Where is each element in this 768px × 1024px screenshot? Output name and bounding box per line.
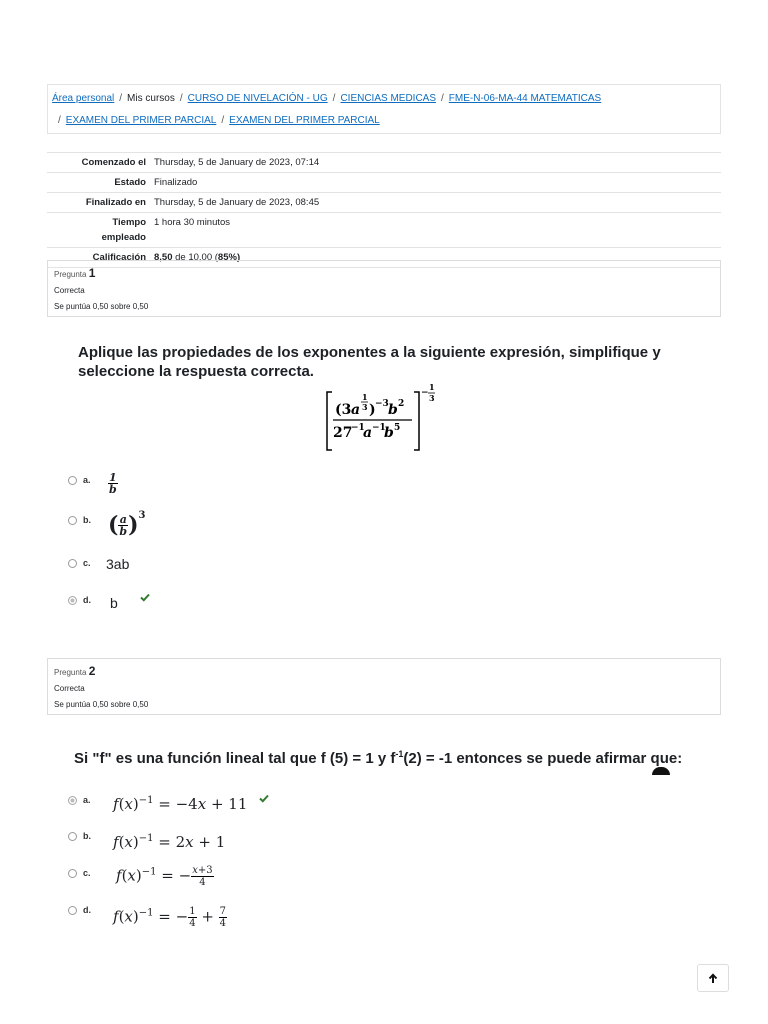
- svg-text:a: a: [351, 402, 361, 418]
- svg-text:1: 1: [362, 392, 368, 402]
- summary-value: Thursday, 5 de January de 2023, 08:45: [150, 193, 721, 213]
- summary-label: Calificación: [47, 248, 150, 268]
- question-status: Correcta: [54, 286, 85, 295]
- option-radio-c[interactable]: [68, 559, 77, 568]
- question-info-1: [47, 260, 721, 317]
- question-text-sup: -1: [395, 749, 404, 759]
- svg-text:(3: (3: [335, 402, 352, 418]
- option-answer-d[interactable]: b: [110, 595, 118, 611]
- question-text-1: Aplique las propiedades de los exponentes a la siguiente expresión, simplifique y seleccione la respuesta correcta.: [78, 344, 661, 380]
- breadcrumb-link-matematicas[interactable]: FME-N-06-MA-44 MATEMATICAS: [448, 93, 602, 104]
- svg-text:a: a: [363, 425, 373, 441]
- summary-row-finished: [47, 193, 721, 213]
- svg-text:−1: −1: [351, 423, 365, 433]
- option-letter: a.: [83, 795, 91, 805]
- summary-label: Comenzado el: [47, 153, 150, 173]
- summary-row-started: [47, 153, 721, 173]
- question-number: [54, 663, 714, 681]
- svg-text:−: −: [421, 388, 429, 398]
- svg-text:27: 27: [333, 425, 353, 441]
- check-icon: [259, 794, 269, 803]
- option-letter: b.: [83, 831, 91, 841]
- option-answer-d[interactable]: $f(x)^{-1}$ = − $\frac{1}{4}$ + $\frac{7}{4}$: [113, 906, 227, 929]
- option-letter: c.: [83, 868, 91, 878]
- breadcrumb-separator: /: [441, 93, 444, 104]
- breadcrumb-separator: /: [332, 93, 336, 104]
- question-number-value: 2: [88, 664, 96, 678]
- breadcrumb-separator: /: [221, 115, 225, 126]
- breadcrumb-separator: /: [179, 93, 183, 104]
- question-label: Pregunta: [54, 668, 87, 677]
- svg-text:): ): [369, 402, 376, 418]
- check-icon: [140, 593, 150, 602]
- grade-score: 8,50: [154, 252, 173, 263]
- question-points: Se puntúa 0,50 sobre 0,50: [54, 700, 149, 709]
- option-letter: c.: [83, 558, 91, 568]
- question-number: [54, 265, 714, 283]
- breadcrumb-link-area-personal[interactable]: Área personal: [52, 93, 115, 104]
- question-number-value: 1: [88, 266, 96, 280]
- svg-text:2: 2: [398, 399, 405, 409]
- grade-percent: 85%: [217, 252, 237, 263]
- option-letter: d.: [83, 595, 91, 605]
- question-info-2: [47, 658, 721, 715]
- breadcrumb-separator: /: [58, 115, 61, 126]
- summary-label-part: empleado: [101, 232, 146, 243]
- summary-value: Thursday, 5 de January de 2023, 07:14: [150, 153, 721, 173]
- option-radio-c[interactable]: [68, 869, 77, 878]
- summary-value: Finalizado: [150, 173, 721, 193]
- option-letter: b.: [83, 515, 91, 525]
- option-radio-b[interactable]: [68, 832, 77, 841]
- breadcrumb-link-ciencias[interactable]: CIENCIAS MEDICAS: [340, 93, 437, 104]
- option-radio-a-selected[interactable]: [68, 796, 77, 805]
- quiz-summary-table: [47, 152, 721, 268]
- option-answer-b[interactable]: $f(x)^{-1} = 2x + 1$: [113, 833, 226, 851]
- summary-row-state: [47, 173, 721, 193]
- svg-text:1: 1: [429, 382, 435, 392]
- question-text-part: Si "f" es una función lineal tal que f (5) = 1 y f: [74, 750, 396, 767]
- svg-text:3: 3: [362, 402, 368, 412]
- svg-text:−1: −1: [372, 423, 386, 433]
- option-radio-d[interactable]: [68, 906, 77, 915]
- question-points: Se puntúa 0,50 sobre 0,50: [54, 302, 149, 311]
- arrow-up-icon: [708, 973, 718, 984]
- option-answer-a[interactable]: $\frac{1}{b}$: [109, 471, 117, 496]
- svg-text:b: b: [384, 425, 394, 441]
- summary-label: Finalizado en: [47, 193, 150, 213]
- back-to-top-button[interactable]: [697, 964, 729, 992]
- option-radio-d-selected[interactable]: [68, 596, 77, 605]
- option-answer-a[interactable]: $f(x)^{-1} = -4x + 11$: [113, 795, 248, 813]
- summary-label: Estado: [47, 173, 150, 193]
- summary-value: 1 hora 30 minutos: [150, 213, 721, 248]
- option-radio-b[interactable]: [68, 516, 77, 525]
- option-answer-c[interactable]: $f(x)^{-1}$ = − $\frac{x+3}{4}$: [116, 865, 213, 888]
- summary-label-part: Tiempo: [112, 217, 146, 228]
- svg-text:3: 3: [429, 393, 435, 403]
- grade-rest: de 10,00 (: [172, 252, 218, 263]
- question-1-expression: [322, 380, 447, 455]
- grade-close: ): [236, 252, 241, 263]
- question-text-2: [74, 749, 682, 767]
- image-fragment: [652, 767, 670, 775]
- svg-text:5: 5: [394, 423, 401, 433]
- option-letter: d.: [83, 905, 91, 915]
- question-label: Pregunta: [54, 270, 87, 279]
- svg-text:−3: −3: [375, 399, 389, 409]
- breadcrumb-link-curso[interactable]: CURSO DE NIVELACIÓN - UG: [187, 93, 328, 104]
- option-radio-a[interactable]: [68, 476, 77, 485]
- breadcrumb-link-examen-1[interactable]: EXAMEN DEL PRIMER PARCIAL: [65, 115, 217, 126]
- breadcrumb: [47, 84, 721, 134]
- breadcrumb-link-examen-2[interactable]: EXAMEN DEL PRIMER PARCIAL: [229, 115, 380, 126]
- option-answer-b[interactable]: ( $\frac{a}{b}$ )$^3$: [108, 510, 146, 538]
- breadcrumb-separator: /: [119, 93, 123, 104]
- breadcrumb-item-mis-cursos: Mis cursos: [127, 93, 175, 104]
- question-status: Correcta: [54, 684, 85, 693]
- option-letter: a.: [83, 475, 91, 485]
- option-answer-c[interactable]: 3ab: [106, 556, 130, 572]
- summary-row-time: [47, 213, 721, 248]
- summary-label: [47, 213, 150, 248]
- question-text-part: (2) = -1 entonces se puede afirmar que:: [403, 750, 683, 767]
- svg-text:b: b: [388, 402, 398, 418]
